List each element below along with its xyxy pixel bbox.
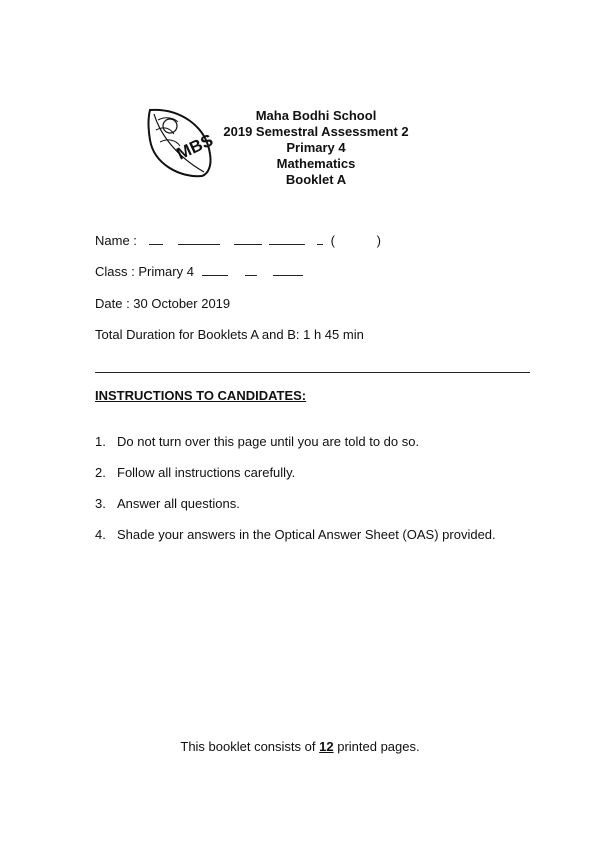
instructions-list xyxy=(95,434,496,558)
page-count-note: This booklet consists of 12 printed pages. xyxy=(180,739,420,754)
header-block xyxy=(200,108,432,188)
name-field[interactable] xyxy=(95,233,381,249)
divider-line xyxy=(95,372,530,373)
subject: Mathematics xyxy=(276,156,356,171)
date-field: Date : 30 October 2019 xyxy=(95,296,231,311)
duration-text: Total Duration for Booklets A and B: 1 h 45 min xyxy=(95,327,364,342)
booklet: Booklet A xyxy=(285,172,347,187)
level: Primary 4 xyxy=(286,140,346,155)
class-field[interactable] xyxy=(95,264,303,280)
list-item: 3. Answer all questions. xyxy=(95,496,240,511)
logo-text: MBS xyxy=(173,130,216,164)
instructions-title: INSTRUCTIONS TO CANDIDATES: xyxy=(95,388,307,403)
assessment-title: 2019 Semestral Assessment 2 xyxy=(223,124,409,139)
name-paren-open: ( xyxy=(330,233,335,248)
list-item: 1. Do not turn over this page until you are told to do so. xyxy=(95,434,420,449)
name-label: Name : xyxy=(95,233,137,248)
class-label: Class : Primary 4 xyxy=(95,264,194,279)
school-name: Maha Bodhi School xyxy=(255,108,377,123)
name-paren-close: ) xyxy=(376,233,381,248)
list-item: 4. Shade your answers in the Optical Answer Sheet (OAS) provided. xyxy=(95,527,496,542)
list-item: 2. Follow all instructions carefully. xyxy=(95,465,296,480)
page-count: 12 xyxy=(319,739,334,754)
